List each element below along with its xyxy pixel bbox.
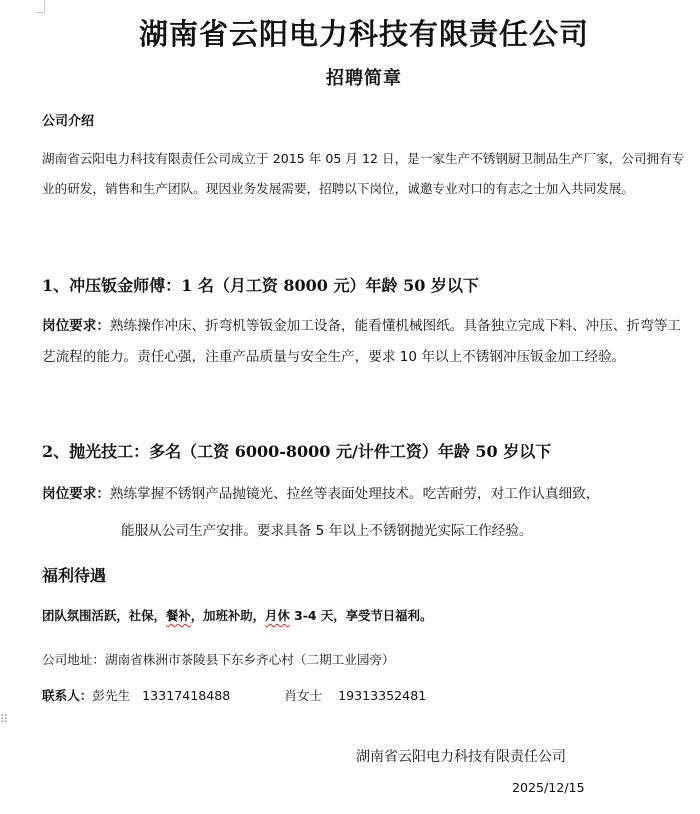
contact-2-phone: 19313352481 xyxy=(338,688,427,703)
benefits-part-1: 团队氛围活跃，社保， xyxy=(42,608,166,623)
job-1-requirement-label: 岗位要求： xyxy=(42,318,110,334)
document-title: 招聘简章 xyxy=(326,68,402,89)
document-date: 2025/12/15 xyxy=(512,780,585,795)
benefits-text xyxy=(42,606,432,624)
benefits-part-5: 3-4 天，享受节日福利。 xyxy=(289,608,433,623)
intro-label: 公司介绍 xyxy=(42,114,95,129)
contact-1-name: 彭先生 xyxy=(92,688,131,703)
job-1-requirements xyxy=(42,311,688,372)
drag-handle-icon[interactable]: ⠿ xyxy=(0,713,10,726)
job-2-requirement-continuation: 能服从公司生产安排。要求具备 5 年以上不锈钢抛光实际工作经验。 xyxy=(121,523,533,539)
company-address: 公司地址：湖南省株洲市茶陵县下东乡齐心村（二期工业园旁） xyxy=(42,652,395,667)
job-2-heading: 2、抛光技工：多名（工资 6000-8000 元/计件工资）年龄 50 岁以下 xyxy=(42,442,552,461)
job-2-requirement-text: 熟练掌握不锈钢产品抛镜光、拉丝等表面处理技术。吃苦耐劳，对工作认真细致， xyxy=(109,486,600,502)
contact-line xyxy=(42,685,426,704)
contact-2-name: 肖女士 xyxy=(284,688,323,703)
job-1-requirement-text: 熟练操作冲床、折弯机等钣金加工设备，能看懂机械图纸。具备独立完成下料、冲压、折弯等工艺流程的能力。责任心强，注重产品质量与安全生产，要求 10 年以上不锈钢冲压钣金加工经验。 xyxy=(42,318,681,365)
benefits-part-3: ，加班补助， xyxy=(190,608,266,623)
job-1-heading: 1、冲压钣金师傅：1 名（月工资 8000 元）年龄 50 岁以下 xyxy=(42,276,479,295)
company-title: 湖南省云阳电力科技有限责任公司 xyxy=(138,17,589,51)
benefits-monthly-rest: 月休 xyxy=(265,608,290,623)
contact-1-phone: 13317418488 xyxy=(142,688,231,703)
signature-company: 湖南省云阳电力科技有限责任公司 xyxy=(356,749,566,765)
benefits-title: 福利待遇 xyxy=(42,566,107,585)
contact-label: 联系人： xyxy=(42,688,93,703)
benefits-meal-allowance: 餐补 xyxy=(165,608,191,623)
intro-paragraph: 湖南省云阳电力科技有限责任公司成立于 2015 年 05 月 12 日，是一家生产不锈钢厨卫制品生产厂家，公司拥有专业的研发，销售和生产团队。现因业务发展需要，招聘以下岗位，诚邀专业对口的有志之士加入共同发展。 xyxy=(42,151,685,196)
job-2-requirement-label: 岗位要求： xyxy=(42,486,110,502)
job-2-requirements xyxy=(42,479,688,510)
